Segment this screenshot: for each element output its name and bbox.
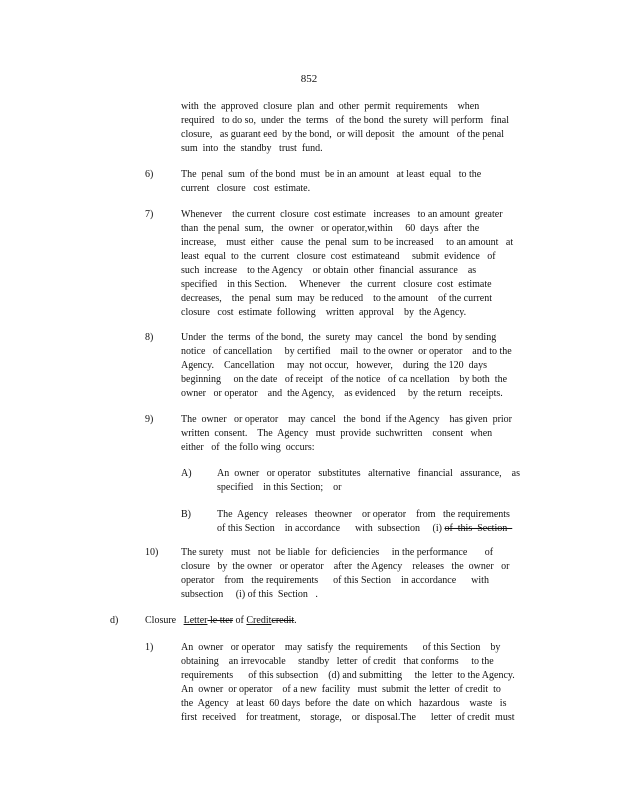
text-line: An owner or operator may satisfy the requirements of this Section by [181, 642, 501, 653]
heading-text: Closure [145, 615, 177, 626]
text-line: obtaining an irrevocable standby letter of credit that conforms to the [181, 656, 494, 667]
text-line: the Agency at least 60 days before the date on which hazardous waste is [181, 698, 507, 709]
text-line: The surety must not be liable for deficiencies in the performance of [181, 547, 494, 558]
text-line: written consent. The Agency must provide suchwritten consent when [181, 428, 493, 439]
subitem-a-label: A) [181, 468, 192, 479]
text-line: requirements of this subsection (d) and submitting the letter to the Agency. [181, 670, 515, 681]
text-line: specified in this Section. Whenever the current closure cost estimate [181, 279, 492, 290]
text-line: Whenever the current closure cost estimate increases to an amount greater [181, 209, 503, 220]
strikethrough-text: of this Section [444, 523, 513, 534]
section-d-item-1-label: 1) [145, 642, 154, 653]
subitem-b-label: B) [181, 509, 191, 520]
item-7-label: 7) [145, 209, 154, 220]
text-line: Under the terms of the bond, the surety may cancel the bond by sending [181, 332, 497, 343]
item-7-paragraph [181, 208, 537, 320]
item-8-label: 8) [145, 332, 154, 343]
text-line: closure, as guarant eed by the bond, or will deposit the amount of the penal [181, 129, 504, 140]
text-plain: of this Section in accordance with subsection (i) [217, 523, 442, 534]
text-line: sum into the standby trust fund. [181, 143, 323, 154]
page-number: 852 [300, 73, 318, 85]
text-line: Agency. Cancellation may not occur, however, during the 120 days [181, 360, 487, 371]
text-line: than the penal sum, the owner or operator,within 60 days after the [181, 223, 480, 234]
text-line: The Agency releases theowner or operator from the requirements [217, 509, 510, 520]
text-line: An owner or operator substitutes alternative financial assurance, as [217, 468, 520, 479]
continuation-paragraph [181, 100, 537, 156]
section-d-item-1-paragraph [181, 641, 537, 725]
text-line: owner or operator and the Agency, as evidenced by the return receipts. [181, 388, 503, 399]
subitem-b-paragraph [217, 508, 538, 536]
text-line: An owner or operator of a new facility must submit the letter of credit to [181, 684, 501, 695]
section-d-label: d) [110, 615, 119, 626]
text-line: closure by the owner or operator after the Agency releases the owner or [181, 561, 510, 572]
text-line [217, 522, 538, 536]
text-line: increase, must either cause the penal sum to be increased to an amount at [181, 237, 514, 248]
text-line: notice of cancellation by certified mail to the owner or operator and to the [181, 346, 512, 357]
item-10-label: 10) [145, 547, 159, 558]
item-10-paragraph [181, 546, 537, 602]
item-6-paragraph [181, 168, 537, 196]
text-line: least equal to the current closure cost estimateand submit evidence of [181, 251, 496, 262]
heading-text: of [233, 615, 247, 626]
text-line: either of the follo wing occurs: [181, 442, 315, 453]
text-line: such increase to the Agency or obtain other financial assurance as [181, 265, 477, 276]
text-line: subsection (i) of this Section . [181, 589, 318, 600]
text-line: with the approved closure plan and other permit requirements when [181, 101, 480, 112]
text-line: beginning on the date of receipt of the notice of ca ncellation by both the [181, 374, 508, 385]
text-line: current closure cost estimate. [181, 183, 311, 194]
text-line: closure cost estimate following written approval by the Agency. [181, 307, 467, 318]
text-line: operator from the requirements of this Section in accordance with [181, 575, 489, 586]
subitem-a-paragraph [217, 467, 538, 495]
text-line: The penal sum of the bond must be in an amount at least equal to the [181, 169, 482, 180]
strikethrough-deletion: le tter [207, 615, 234, 626]
text-line: specified in this Section; or [217, 482, 342, 493]
text-line: decreases, the penal sum may be reduced to the amount of the current [181, 293, 493, 304]
item-8-paragraph [181, 331, 537, 401]
item-9-paragraph [181, 413, 537, 455]
text-line: first received for treatment, storage, or disposal.The letter of credit must [181, 712, 515, 723]
underlined-insertion: Letter [183, 615, 208, 626]
strikethrough-deletion: credit [271, 615, 295, 626]
section-d-heading [145, 614, 297, 628]
text-line: The owner or operator may cancel the bond if the Agency has given prior [181, 414, 513, 425]
item-9-label: 9) [145, 414, 154, 425]
heading-text: . [294, 615, 297, 626]
text-line: required to do so, under the terms of the bond the surety will perform final [181, 115, 509, 126]
item-6-label: 6) [145, 169, 154, 180]
underlined-insertion: Credit [246, 615, 272, 626]
